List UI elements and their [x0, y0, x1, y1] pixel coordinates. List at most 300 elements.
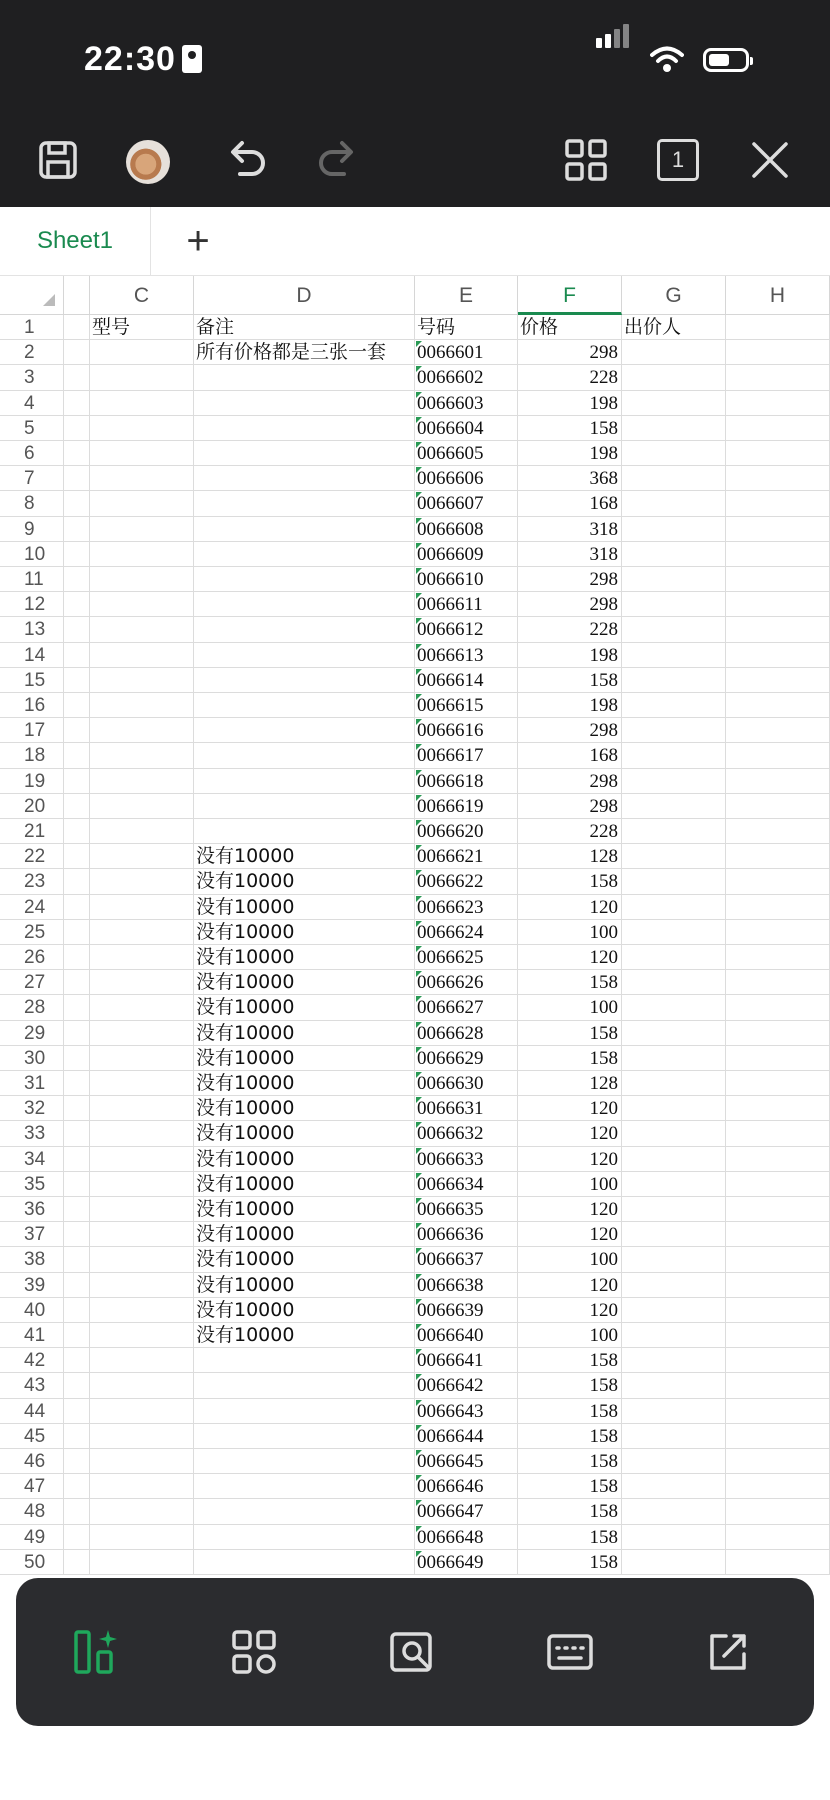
cell-c[interactable] — [90, 1373, 194, 1398]
cell-h[interactable] — [726, 769, 830, 794]
cell-d[interactable]: 所有价格都是三张一套 — [194, 340, 415, 365]
row-header[interactable]: 9 — [0, 517, 64, 542]
cell-c[interactable] — [90, 441, 194, 466]
row-header[interactable]: 16 — [0, 693, 64, 718]
cell-c[interactable] — [90, 1046, 194, 1071]
cell-e[interactable]: 0066617 — [415, 743, 518, 768]
cell-e[interactable]: 0066637 — [415, 1247, 518, 1272]
cell-d[interactable]: 没有10000 — [194, 1247, 415, 1272]
cell-d[interactable] — [194, 391, 415, 416]
cell-c[interactable] — [90, 1197, 194, 1222]
cell-h[interactable] — [726, 693, 830, 718]
cell[interactable] — [64, 416, 90, 441]
cell-g[interactable] — [622, 1247, 726, 1272]
cell-e[interactable]: 0066636 — [415, 1222, 518, 1247]
cell-h[interactable] — [726, 1525, 830, 1550]
row-header[interactable]: 1 — [0, 315, 64, 340]
cell-f[interactable]: 128 — [518, 844, 622, 869]
cell-d[interactable] — [194, 1550, 415, 1575]
find-button[interactable] — [380, 1620, 444, 1684]
row-header[interactable]: 17 — [0, 718, 64, 743]
cell-e[interactable]: 0066623 — [415, 895, 518, 920]
cell-d[interactable]: 没有10000 — [194, 970, 415, 995]
cell-h[interactable] — [726, 1449, 830, 1474]
cell-g[interactable] — [622, 794, 726, 819]
cell[interactable] — [64, 920, 90, 945]
cell-f[interactable]: 158 — [518, 1499, 622, 1524]
avatar[interactable] — [126, 140, 170, 184]
row-header[interactable]: 2 — [0, 340, 64, 365]
cell-e[interactable]: 0066641 — [415, 1348, 518, 1373]
cell-f[interactable]: 100 — [518, 995, 622, 1020]
cell-h[interactable] — [726, 1071, 830, 1096]
cell-g[interactable] — [622, 441, 726, 466]
cell[interactable] — [64, 1096, 90, 1121]
cell-g[interactable] — [622, 1474, 726, 1499]
cell-d[interactable]: 没有10000 — [194, 945, 415, 970]
cell-c[interactable] — [90, 1247, 194, 1272]
cell[interactable] — [64, 995, 90, 1020]
cell-h[interactable] — [726, 1046, 830, 1071]
cell-f[interactable]: 120 — [518, 1121, 622, 1146]
cell[interactable] — [64, 1399, 90, 1424]
cell-f[interactable]: 198 — [518, 643, 622, 668]
share-button[interactable] — [696, 1620, 760, 1684]
cell-g[interactable] — [622, 693, 726, 718]
cell-e[interactable]: 0066629 — [415, 1046, 518, 1071]
row-header[interactable]: 23 — [0, 869, 64, 894]
cell-h[interactable] — [726, 1147, 830, 1172]
cell-e[interactable]: 0066613 — [415, 643, 518, 668]
cell-f[interactable]: 228 — [518, 365, 622, 390]
cell-d[interactable] — [194, 517, 415, 542]
row-header[interactable]: 42 — [0, 1348, 64, 1373]
cell-e[interactable]: 0066612 — [415, 617, 518, 642]
cell-e[interactable]: 0066615 — [415, 693, 518, 718]
cell-d[interactable]: 没有10000 — [194, 895, 415, 920]
cell[interactable] — [64, 1247, 90, 1272]
row-header[interactable]: 25 — [0, 920, 64, 945]
cell-c[interactable] — [90, 869, 194, 894]
cell-f[interactable]: 298 — [518, 567, 622, 592]
cell-e[interactable]: 0066601 — [415, 340, 518, 365]
cell-f[interactable]: 368 — [518, 466, 622, 491]
cell-g[interactable] — [622, 1071, 726, 1096]
cell-c[interactable] — [90, 340, 194, 365]
cell-c[interactable] — [90, 1121, 194, 1146]
cell-d[interactable] — [194, 1499, 415, 1524]
cell-d[interactable]: 没有10000 — [194, 1071, 415, 1096]
row-header[interactable]: 3 — [0, 365, 64, 390]
cell-f[interactable]: 158 — [518, 1474, 622, 1499]
cell-d[interactable]: 备注 — [194, 315, 415, 340]
cell[interactable] — [64, 869, 90, 894]
cell-g[interactable] — [622, 340, 726, 365]
cell-f[interactable]: 158 — [518, 1449, 622, 1474]
cell-h[interactable] — [726, 794, 830, 819]
cell-g[interactable] — [622, 995, 726, 1020]
row-header[interactable]: 18 — [0, 743, 64, 768]
cell-g[interactable] — [622, 1323, 726, 1348]
row-header[interactable]: 39 — [0, 1273, 64, 1298]
cell-d[interactable] — [194, 1449, 415, 1474]
cell-d[interactable] — [194, 592, 415, 617]
cell-c[interactable] — [90, 1348, 194, 1373]
cell-d[interactable] — [194, 466, 415, 491]
cell-f[interactable]: 168 — [518, 743, 622, 768]
cell-f[interactable]: 158 — [518, 1046, 622, 1071]
cell-g[interactable] — [622, 945, 726, 970]
cell-g[interactable] — [622, 1222, 726, 1247]
cell-d[interactable] — [194, 567, 415, 592]
cell-c[interactable] — [90, 1525, 194, 1550]
cell-c[interactable] — [90, 365, 194, 390]
cell-f[interactable]: 318 — [518, 542, 622, 567]
cell-f[interactable]: 128 — [518, 1071, 622, 1096]
cell-c[interactable] — [90, 945, 194, 970]
cell-d[interactable] — [194, 643, 415, 668]
cell-f[interactable]: 158 — [518, 1424, 622, 1449]
cell[interactable] — [64, 718, 90, 743]
cell-h[interactable] — [726, 1273, 830, 1298]
cell-g[interactable] — [622, 1449, 726, 1474]
cell[interactable] — [64, 1197, 90, 1222]
cell-c[interactable] — [90, 567, 194, 592]
cell-e[interactable]: 0066609 — [415, 542, 518, 567]
cell-g[interactable] — [622, 391, 726, 416]
cell-f[interactable]: 120 — [518, 1197, 622, 1222]
cell-d[interactable] — [194, 416, 415, 441]
cell-c[interactable] — [90, 844, 194, 869]
cell-f[interactable]: 158 — [518, 416, 622, 441]
cell[interactable] — [64, 1449, 90, 1474]
cell-d[interactable]: 没有10000 — [194, 1172, 415, 1197]
cell-g[interactable] — [622, 718, 726, 743]
cell-h[interactable] — [726, 1348, 830, 1373]
cell-e[interactable]: 0066634 — [415, 1172, 518, 1197]
cell-h[interactable] — [726, 315, 830, 340]
row-header[interactable]: 44 — [0, 1399, 64, 1424]
cell-c[interactable] — [90, 617, 194, 642]
row-header[interactable]: 8 — [0, 491, 64, 516]
cell-d[interactable] — [194, 769, 415, 794]
cell-e[interactable]: 0066605 — [415, 441, 518, 466]
cell-d[interactable] — [194, 1424, 415, 1449]
cell-h[interactable] — [726, 1197, 830, 1222]
cell-e[interactable]: 0066627 — [415, 995, 518, 1020]
cell-g[interactable] — [622, 491, 726, 516]
cell-c[interactable] — [90, 970, 194, 995]
cell-e[interactable]: 0066610 — [415, 567, 518, 592]
cell-h[interactable] — [726, 1222, 830, 1247]
cell-h[interactable] — [726, 365, 830, 390]
cell-d[interactable] — [194, 491, 415, 516]
cell-c[interactable] — [90, 643, 194, 668]
cell-d[interactable]: 没有10000 — [194, 1197, 415, 1222]
cell[interactable] — [64, 542, 90, 567]
cell-d[interactable] — [194, 693, 415, 718]
cell[interactable] — [64, 1525, 90, 1550]
cell-d[interactable] — [194, 794, 415, 819]
cell-f[interactable]: 120 — [518, 945, 622, 970]
cell-e[interactable]: 0066626 — [415, 970, 518, 995]
row-header[interactable]: 32 — [0, 1096, 64, 1121]
cell-g[interactable] — [622, 567, 726, 592]
cell-g[interactable] — [622, 617, 726, 642]
cell-d[interactable]: 没有10000 — [194, 1046, 415, 1071]
cell-g[interactable] — [622, 365, 726, 390]
cell-c[interactable] — [90, 1071, 194, 1096]
row-header[interactable]: 21 — [0, 819, 64, 844]
cell-g[interactable] — [622, 819, 726, 844]
cell[interactable] — [64, 340, 90, 365]
row-header[interactable]: 11 — [0, 567, 64, 592]
cell[interactable] — [64, 769, 90, 794]
row-header[interactable]: 37 — [0, 1222, 64, 1247]
cell-c[interactable] — [90, 1172, 194, 1197]
row-header[interactable]: 36 — [0, 1197, 64, 1222]
cell-e[interactable]: 0066630 — [415, 1071, 518, 1096]
cell-f[interactable]: 120 — [518, 1096, 622, 1121]
cell-e[interactable]: 0066645 — [415, 1449, 518, 1474]
cell-h[interactable] — [726, 844, 830, 869]
cell-e[interactable]: 0066643 — [415, 1399, 518, 1424]
cell-c[interactable] — [90, 1399, 194, 1424]
cell-c[interactable] — [90, 1550, 194, 1575]
cell-c[interactable] — [90, 819, 194, 844]
cell-f[interactable]: 120 — [518, 1273, 622, 1298]
save-button[interactable] — [30, 132, 86, 188]
cell-d[interactable] — [194, 1474, 415, 1499]
cell-h[interactable] — [726, 1499, 830, 1524]
cell-h[interactable] — [726, 895, 830, 920]
cell-e[interactable]: 0066633 — [415, 1147, 518, 1172]
undo-button[interactable] — [218, 132, 274, 188]
row-header[interactable]: 28 — [0, 995, 64, 1020]
row-header[interactable]: 26 — [0, 945, 64, 970]
cell-f[interactable]: 158 — [518, 1348, 622, 1373]
cell-f[interactable]: 298 — [518, 592, 622, 617]
cell-d[interactable]: 没有10000 — [194, 1021, 415, 1046]
cell-d[interactable] — [194, 441, 415, 466]
cell-d[interactable]: 没有10000 — [194, 1147, 415, 1172]
row-header[interactable]: 4 — [0, 391, 64, 416]
row-header[interactable]: 20 — [0, 794, 64, 819]
cell-e[interactable]: 0066603 — [415, 391, 518, 416]
cell-g[interactable] — [622, 643, 726, 668]
cell-c[interactable] — [90, 794, 194, 819]
cell-f[interactable]: 100 — [518, 920, 622, 945]
row-header[interactable]: 34 — [0, 1147, 64, 1172]
cell-e[interactable]: 0066618 — [415, 769, 518, 794]
cell[interactable] — [64, 315, 90, 340]
cell[interactable] — [64, 945, 90, 970]
cell-f[interactable]: 318 — [518, 517, 622, 542]
cell-g[interactable] — [622, 416, 726, 441]
row-header[interactable]: 5 — [0, 416, 64, 441]
cell-c[interactable] — [90, 1323, 194, 1348]
cell[interactable] — [64, 1071, 90, 1096]
row-header[interactable]: 40 — [0, 1298, 64, 1323]
cell-c[interactable] — [90, 592, 194, 617]
row-header[interactable]: 50 — [0, 1550, 64, 1575]
column-header-d[interactable]: D — [194, 276, 415, 315]
cell[interactable] — [64, 1046, 90, 1071]
cell-g[interactable] — [622, 743, 726, 768]
cell-e[interactable]: 0066616 — [415, 718, 518, 743]
column-header-e[interactable]: E — [415, 276, 518, 315]
cell[interactable] — [64, 693, 90, 718]
row-header[interactable]: 6 — [0, 441, 64, 466]
cell-f[interactable]: 198 — [518, 391, 622, 416]
cell-h[interactable] — [726, 1373, 830, 1398]
row-header[interactable]: 48 — [0, 1499, 64, 1524]
cell-e[interactable]: 0066614 — [415, 668, 518, 693]
cell-f[interactable]: 价格 — [518, 315, 622, 340]
cell-c[interactable] — [90, 718, 194, 743]
row-header[interactable]: 45 — [0, 1424, 64, 1449]
cell-h[interactable] — [726, 668, 830, 693]
cell-h[interactable] — [726, 1172, 830, 1197]
cell-h[interactable] — [726, 1474, 830, 1499]
cell-h[interactable] — [726, 1550, 830, 1575]
cell-g[interactable] — [622, 1096, 726, 1121]
row-header[interactable]: 38 — [0, 1247, 64, 1272]
cell[interactable] — [64, 365, 90, 390]
cell-d[interactable] — [194, 1373, 415, 1398]
cell[interactable] — [64, 1298, 90, 1323]
cell[interactable] — [64, 391, 90, 416]
cell-c[interactable] — [90, 416, 194, 441]
row-header[interactable]: 46 — [0, 1449, 64, 1474]
cell-c[interactable] — [90, 1147, 194, 1172]
row-header[interactable]: 14 — [0, 643, 64, 668]
cell-f[interactable]: 158 — [518, 1021, 622, 1046]
cell-h[interactable] — [726, 869, 830, 894]
apps-button[interactable] — [222, 1620, 286, 1684]
cell[interactable] — [64, 1550, 90, 1575]
cell-f[interactable]: 228 — [518, 617, 622, 642]
cell-c[interactable] — [90, 491, 194, 516]
cell-g[interactable] — [622, 1273, 726, 1298]
cell[interactable] — [64, 1147, 90, 1172]
row-header[interactable]: 30 — [0, 1046, 64, 1071]
spreadsheet-grid[interactable] — [0, 276, 830, 1576]
cell-h[interactable] — [726, 1298, 830, 1323]
cell-f[interactable]: 158 — [518, 1550, 622, 1575]
ai-layout-button[interactable] — [66, 1620, 130, 1684]
row-header[interactable]: 47 — [0, 1474, 64, 1499]
cell-e[interactable]: 0066639 — [415, 1298, 518, 1323]
close-button[interactable] — [742, 132, 798, 188]
cell-g[interactable] — [622, 895, 726, 920]
cell-c[interactable] — [90, 1474, 194, 1499]
row-header[interactable]: 19 — [0, 769, 64, 794]
cell-e[interactable]: 号码 — [415, 315, 518, 340]
cell-e[interactable]: 0066638 — [415, 1273, 518, 1298]
cell-d[interactable]: 没有10000 — [194, 1298, 415, 1323]
cell-e[interactable]: 0066621 — [415, 844, 518, 869]
cell-e[interactable]: 0066606 — [415, 466, 518, 491]
column-header-b[interactable] — [64, 276, 90, 315]
cell[interactable] — [64, 567, 90, 592]
row-header[interactable]: 35 — [0, 1172, 64, 1197]
cell-g[interactable] — [622, 1021, 726, 1046]
column-header-g[interactable]: G — [622, 276, 726, 315]
cell-h[interactable] — [726, 995, 830, 1020]
cell[interactable] — [64, 617, 90, 642]
cell-c[interactable] — [90, 895, 194, 920]
cell-e[interactable]: 0066648 — [415, 1525, 518, 1550]
cell-h[interactable] — [726, 1323, 830, 1348]
cell-h[interactable] — [726, 542, 830, 567]
cell-h[interactable] — [726, 441, 830, 466]
cell-e[interactable]: 0066611 — [415, 592, 518, 617]
cell-g[interactable] — [622, 1399, 726, 1424]
cell-g[interactable] — [622, 1147, 726, 1172]
cell-c[interactable] — [90, 1096, 194, 1121]
cell-h[interactable] — [726, 592, 830, 617]
cell-c[interactable] — [90, 668, 194, 693]
cell-h[interactable] — [726, 491, 830, 516]
home-indicator[interactable] — [268, 1771, 562, 1782]
cell-e[interactable]: 0066608 — [415, 517, 518, 542]
cell[interactable] — [64, 895, 90, 920]
cell[interactable] — [64, 1348, 90, 1373]
cell-f[interactable]: 198 — [518, 441, 622, 466]
cell-h[interactable] — [726, 718, 830, 743]
cell-f[interactable]: 158 — [518, 668, 622, 693]
cell-e[interactable]: 0066625 — [415, 945, 518, 970]
cell-g[interactable] — [622, 1172, 726, 1197]
cell-c[interactable] — [90, 1449, 194, 1474]
cell-g[interactable] — [622, 1298, 726, 1323]
cell-g[interactable] — [622, 542, 726, 567]
cell-e[interactable]: 0066649 — [415, 1550, 518, 1575]
cell-e[interactable]: 0066647 — [415, 1499, 518, 1524]
cell-g[interactable] — [622, 869, 726, 894]
row-header[interactable]: 33 — [0, 1121, 64, 1146]
cell-h[interactable] — [726, 617, 830, 642]
cell-h[interactable] — [726, 819, 830, 844]
cell-d[interactable] — [194, 1348, 415, 1373]
cell-h[interactable] — [726, 970, 830, 995]
cell-d[interactable]: 没有10000 — [194, 1273, 415, 1298]
row-header[interactable]: 7 — [0, 466, 64, 491]
cell-e[interactable]: 0066644 — [415, 1424, 518, 1449]
row-header[interactable]: 13 — [0, 617, 64, 642]
cell[interactable] — [64, 1222, 90, 1247]
cell-g[interactable]: 出价人 — [622, 315, 726, 340]
cell[interactable] — [64, 1021, 90, 1046]
keyboard-button[interactable] — [538, 1620, 602, 1684]
row-header[interactable]: 24 — [0, 895, 64, 920]
cell-g[interactable] — [622, 844, 726, 869]
row-header[interactable]: 22 — [0, 844, 64, 869]
cell-h[interactable] — [726, 643, 830, 668]
cell-c[interactable] — [90, 1424, 194, 1449]
cell[interactable] — [64, 794, 90, 819]
cell-d[interactable] — [194, 819, 415, 844]
cell-g[interactable] — [622, 1121, 726, 1146]
cell-g[interactable] — [622, 970, 726, 995]
cell-g[interactable] — [622, 1550, 726, 1575]
column-header-c[interactable]: C — [90, 276, 194, 315]
cell-e[interactable]: 0066632 — [415, 1121, 518, 1146]
cell-f[interactable]: 120 — [518, 895, 622, 920]
cell-h[interactable] — [726, 1424, 830, 1449]
row-header[interactable]: 49 — [0, 1525, 64, 1550]
